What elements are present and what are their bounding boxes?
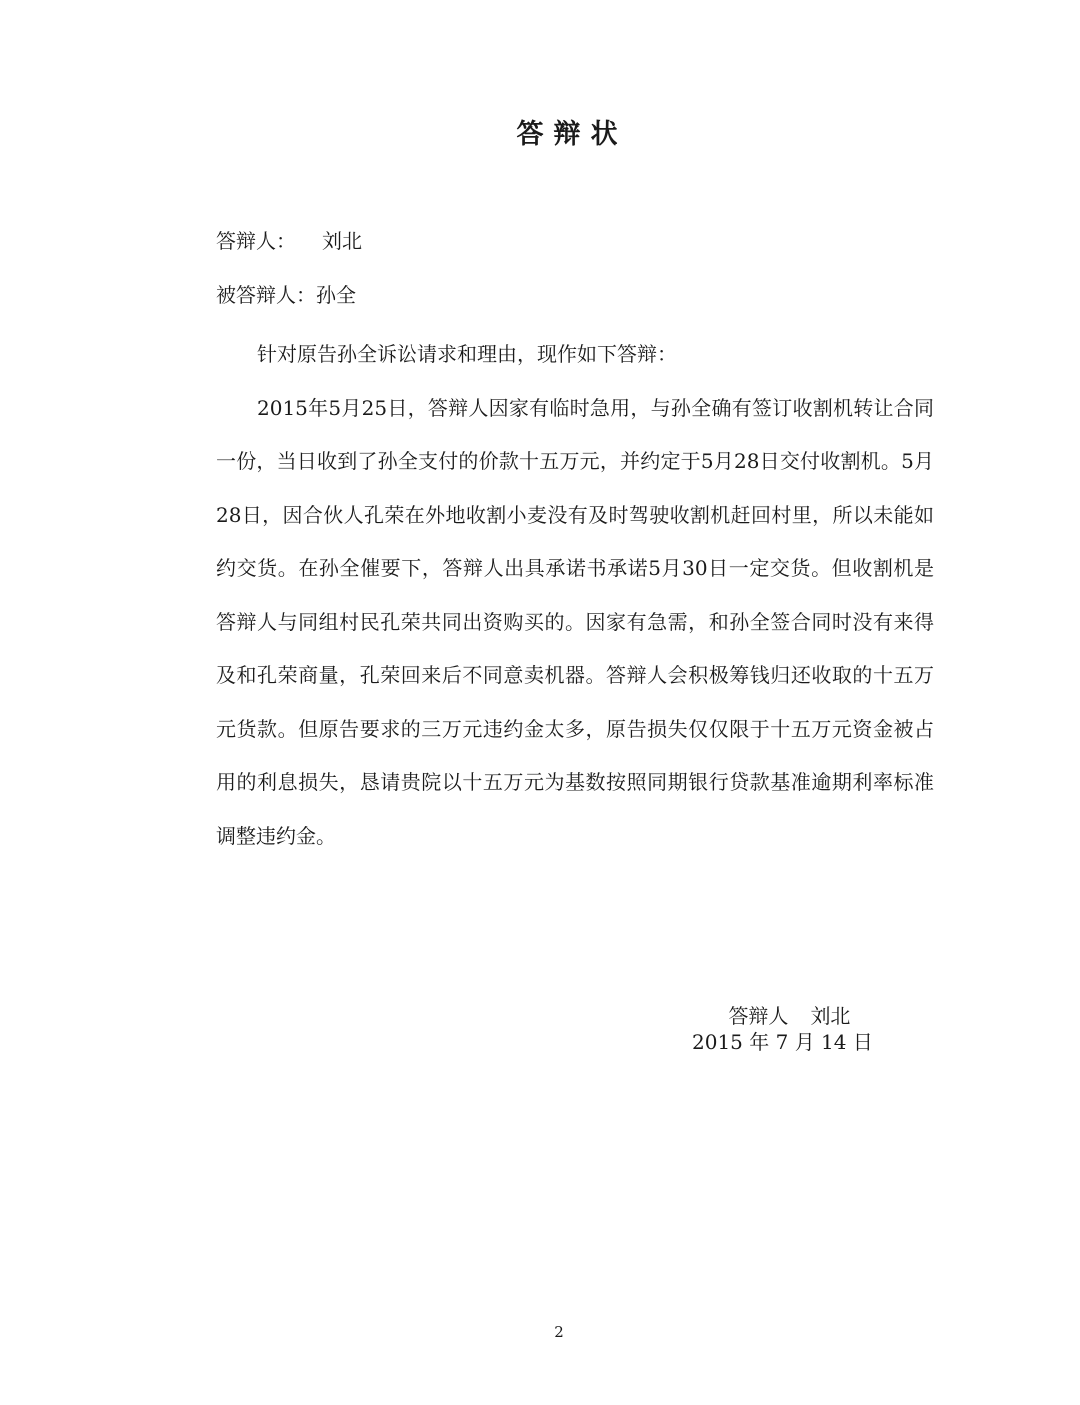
document-title: 答辩状 [516, 119, 628, 150]
signature-date: 2015 年 7 月 14 日 [692, 1030, 873, 1054]
signature-name: 刘北 [810, 1004, 851, 1028]
main-paragraph: 2015年5月25日，答辩人因家有临时急用，与孙全确有签订收割机转让合同一份，当日收到了孙全支付的价款十五万元，并约定于5月28日交付收割机。5月28日，因合伙人孔荣在外地收割小麦没有及时驾驶收割机赶回村里，所以未能如约交货。在孙全催要下，答辩人出具承诺书承诺5月30日一定交货。但收割机是答辩人与同组村民孔荣共同出资购买的。因家有急需，和孙全签合同时没有来得及和孔荣商量，孔荣回来后不同意卖机器。答辩人会积极筹钱归还收取的十五万元货款。但原告要求的三万元违约金太多，原告损失仅仅限于十五万元资金被占用的利息损失，恳请贵院以十五万元为基数按照同期银行贷款基准逾期利率标准调整违约金。 [216, 395, 934, 848]
respondent-line [216, 228, 362, 254]
respondent-name: 刘北 [322, 229, 362, 253]
document-body [216, 328, 934, 863]
counterparty-name: 孙全 [316, 283, 356, 307]
signature-label: 答辩人 [728, 1004, 789, 1028]
counterparty-label: 被答辩人： [216, 283, 316, 307]
page-number: 2 [554, 1323, 564, 1341]
intro-paragraph: 针对原告孙全诉讼请求和理由，现作如下答辩： [257, 342, 677, 366]
counterparty-line [216, 282, 356, 308]
respondent-label: 答辩人： [216, 229, 296, 253]
